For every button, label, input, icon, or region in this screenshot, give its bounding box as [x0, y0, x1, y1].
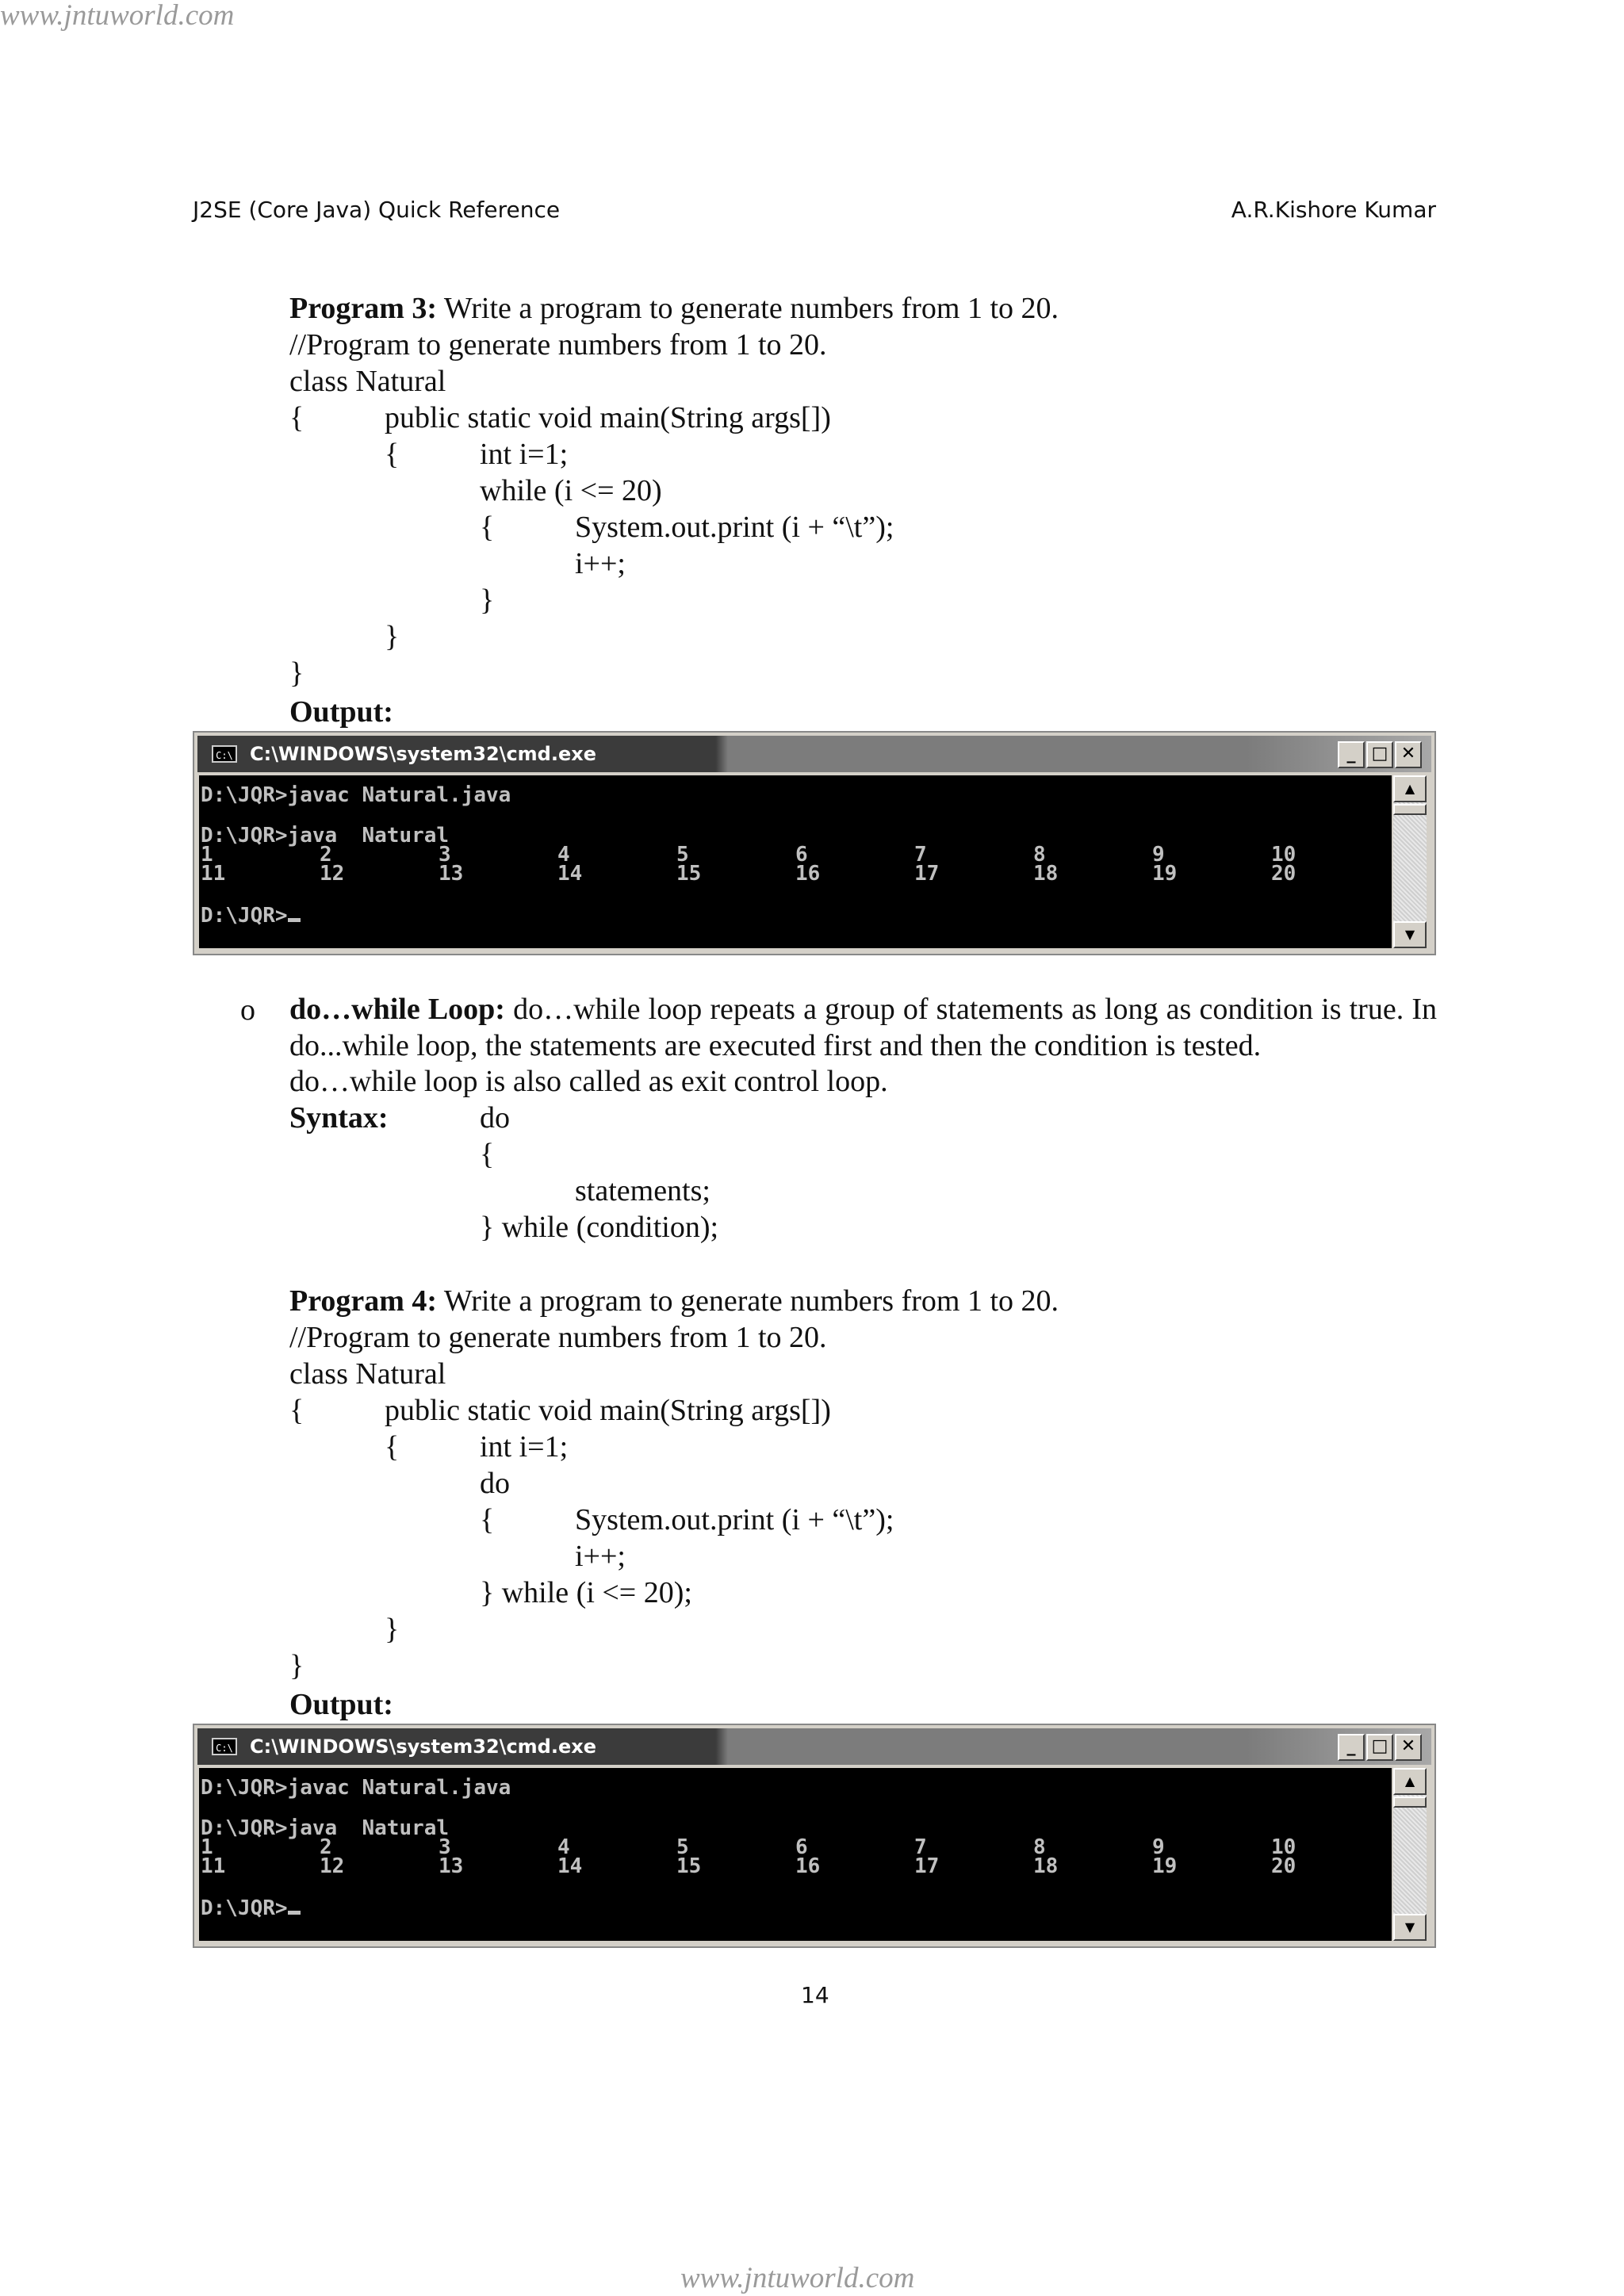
code-line: System.out.print (i + “\t”); — [575, 1503, 894, 1536]
output-number: 13 — [439, 862, 464, 886]
output-number: 6 — [795, 843, 808, 867]
terminal-line: D:\JQR>javac Natural.java — [201, 783, 511, 807]
cursor-icon — [288, 1911, 301, 1915]
output-number: 17 — [914, 862, 940, 886]
terminal-line: D:\JQR>java Natural — [201, 1816, 450, 1840]
output-number: 15 — [676, 1854, 702, 1878]
minimize-button[interactable]: _ — [1338, 1734, 1365, 1761]
syntax-line: do — [480, 1101, 510, 1135]
cmd-window — [193, 731, 1436, 955]
code-line: class Natural — [289, 365, 446, 398]
dowhile-paragraph — [289, 991, 1437, 1064]
output-number: 5 — [676, 843, 689, 867]
output-number: 3 — [439, 1835, 451, 1859]
code-line: //Program to generate numbers from 1 to 20. — [289, 328, 827, 362]
code-line: //Program to generate numbers from 1 to 20. — [289, 1321, 827, 1354]
output-label: Output: — [289, 695, 393, 729]
cmd-screen[interactable] — [199, 775, 1392, 948]
terminal-line: D:\JQR>javac Natural.java — [201, 1776, 511, 1800]
code-line: } — [480, 584, 495, 617]
code-line: { — [480, 511, 495, 544]
code-line: i++; — [575, 547, 626, 580]
output-number: 7 — [914, 843, 927, 867]
syntax-line: { — [480, 1138, 495, 1171]
output-number: 11 — [201, 1854, 226, 1878]
output-number: 9 — [1152, 1835, 1165, 1859]
prompt-text: D:\JQR> — [201, 1896, 288, 1920]
output-number: 18 — [1033, 1854, 1059, 1878]
output-number: 2 — [320, 843, 332, 867]
output-number: 2 — [320, 1835, 332, 1859]
output-number: 9 — [1152, 843, 1165, 867]
scroll-thumb[interactable] — [1393, 804, 1427, 815]
program4-heading — [289, 1284, 1059, 1318]
dowhile-label: do…while Loop: — [289, 993, 505, 1026]
output-label: Output: — [289, 1688, 393, 1721]
scroll-up-button[interactable]: ▲ — [1393, 775, 1427, 802]
output-number: 18 — [1033, 862, 1059, 886]
program4-title: Write a program to generate numbers from 1 to 20. — [437, 1284, 1059, 1318]
output-number: 3 — [439, 843, 451, 867]
cmd-titlebar[interactable] — [197, 736, 1431, 772]
scroll-thumb[interactable] — [1393, 1797, 1427, 1808]
output-number: 15 — [676, 862, 702, 886]
output-number: 19 — [1152, 862, 1178, 886]
output-number: 1 — [201, 1835, 213, 1859]
code-line: { — [385, 1430, 400, 1464]
output-number: 19 — [1152, 1854, 1178, 1878]
code-line: } — [289, 1649, 304, 1682]
program3-title: Write a program to generate numbers from 1 to 20. — [437, 292, 1059, 325]
close-button[interactable]: ✕ — [1395, 741, 1422, 768]
cmd-icon: C:\ — [212, 745, 237, 763]
code-line: System.out.print (i + “\t”); — [575, 511, 894, 544]
maximize-button[interactable]: □ — [1366, 1734, 1393, 1761]
maximize-button[interactable]: □ — [1366, 741, 1393, 768]
output-number: 6 — [795, 1835, 808, 1859]
output-number: 8 — [1033, 1835, 1046, 1859]
dowhile-text2: do…while loop is also called as exit control loop. — [289, 1065, 888, 1098]
scroll-down-button[interactable]: ▼ — [1393, 1914, 1427, 1941]
syntax-line: } while (condition); — [480, 1211, 719, 1244]
syntax-label: Syntax: — [289, 1101, 389, 1135]
output-number: 12 — [320, 862, 345, 886]
close-button[interactable]: ✕ — [1395, 1734, 1422, 1761]
cursor-icon — [288, 918, 301, 922]
code-line: int i=1; — [480, 1430, 569, 1464]
scroll-down-button[interactable]: ▼ — [1393, 921, 1427, 948]
code-line: i++; — [575, 1540, 626, 1573]
output-number: 1 — [201, 843, 213, 867]
scrollbar[interactable] — [1393, 775, 1427, 948]
code-line: { — [385, 438, 400, 471]
code-line: while (i <= 20) — [480, 474, 662, 507]
output-number: 7 — [914, 1835, 927, 1859]
header-left: J2SE (Core Java) Quick Reference — [193, 197, 561, 223]
output-number: 8 — [1033, 843, 1046, 867]
output-number: 14 — [557, 862, 583, 886]
code-line: } — [289, 656, 304, 690]
output-number: 14 — [557, 1854, 583, 1878]
code-line: do — [480, 1467, 510, 1500]
page-number: 14 — [801, 1982, 829, 2008]
syntax-line: statements; — [575, 1174, 710, 1207]
bullet: o — [240, 993, 255, 1027]
cmd-window — [193, 1724, 1436, 1948]
program3-heading — [289, 291, 1059, 326]
watermark-bottom: www.jntuworld.com — [680, 2262, 915, 2294]
output-number: 4 — [557, 843, 570, 867]
output-number: 16 — [795, 862, 821, 886]
output-number: 4 — [557, 1835, 570, 1859]
code-line: } while (i <= 20); — [480, 1576, 692, 1609]
code-line: { — [480, 1503, 495, 1536]
minimize-button[interactable]: _ — [1338, 741, 1365, 768]
terminal-line: D:\JQR>java Natural — [201, 824, 450, 848]
program3-label: Program 3: — [289, 292, 438, 325]
output-number: 16 — [795, 1854, 821, 1878]
cmd-titlebar[interactable] — [197, 1728, 1431, 1765]
output-number: 11 — [201, 862, 226, 886]
output-number: 17 — [914, 1854, 940, 1878]
cmd-title: C:\WINDOWS\system32\cmd.exe — [250, 1735, 597, 1758]
scrollbar[interactable] — [1393, 1768, 1427, 1941]
terminal-prompt — [201, 1898, 301, 1919]
cmd-icon: C:\ — [212, 1738, 237, 1755]
code-line: } — [385, 620, 400, 653]
output-number: 20 — [1271, 862, 1297, 886]
code-line: class Natural — [289, 1357, 446, 1391]
watermark-top: www.jntuworld.com — [0, 0, 235, 32]
code-line: int i=1; — [480, 438, 569, 471]
cmd-title: C:\WINDOWS\system32\cmd.exe — [250, 743, 597, 765]
dowhile-text: do…while loop repeats a group of statements as long as condition is true. In do...while loop, the statements are executed first and then the condition is tested. — [289, 993, 1437, 1062]
cmd-screen[interactable] — [199, 1768, 1392, 1941]
output-number: 20 — [1271, 1854, 1297, 1878]
code-line: public static void main(String args[]) — [385, 1394, 831, 1427]
scroll-up-button[interactable]: ▲ — [1393, 1768, 1427, 1795]
output-number: 10 — [1271, 1835, 1297, 1859]
output-number: 12 — [320, 1854, 345, 1878]
terminal-prompt — [201, 905, 301, 926]
code-line: } — [385, 1613, 400, 1646]
program4-label: Program 4: — [289, 1284, 438, 1318]
code-line: public static void main(String args[]) — [385, 401, 831, 434]
prompt-text: D:\JQR> — [201, 904, 288, 928]
output-number: 5 — [676, 1835, 689, 1859]
header-right: A.R.Kishore Kumar — [1231, 197, 1436, 223]
code-line: { — [289, 401, 304, 434]
output-number: 10 — [1271, 843, 1297, 867]
output-number: 13 — [439, 1854, 464, 1878]
code-line: { — [289, 1394, 304, 1427]
